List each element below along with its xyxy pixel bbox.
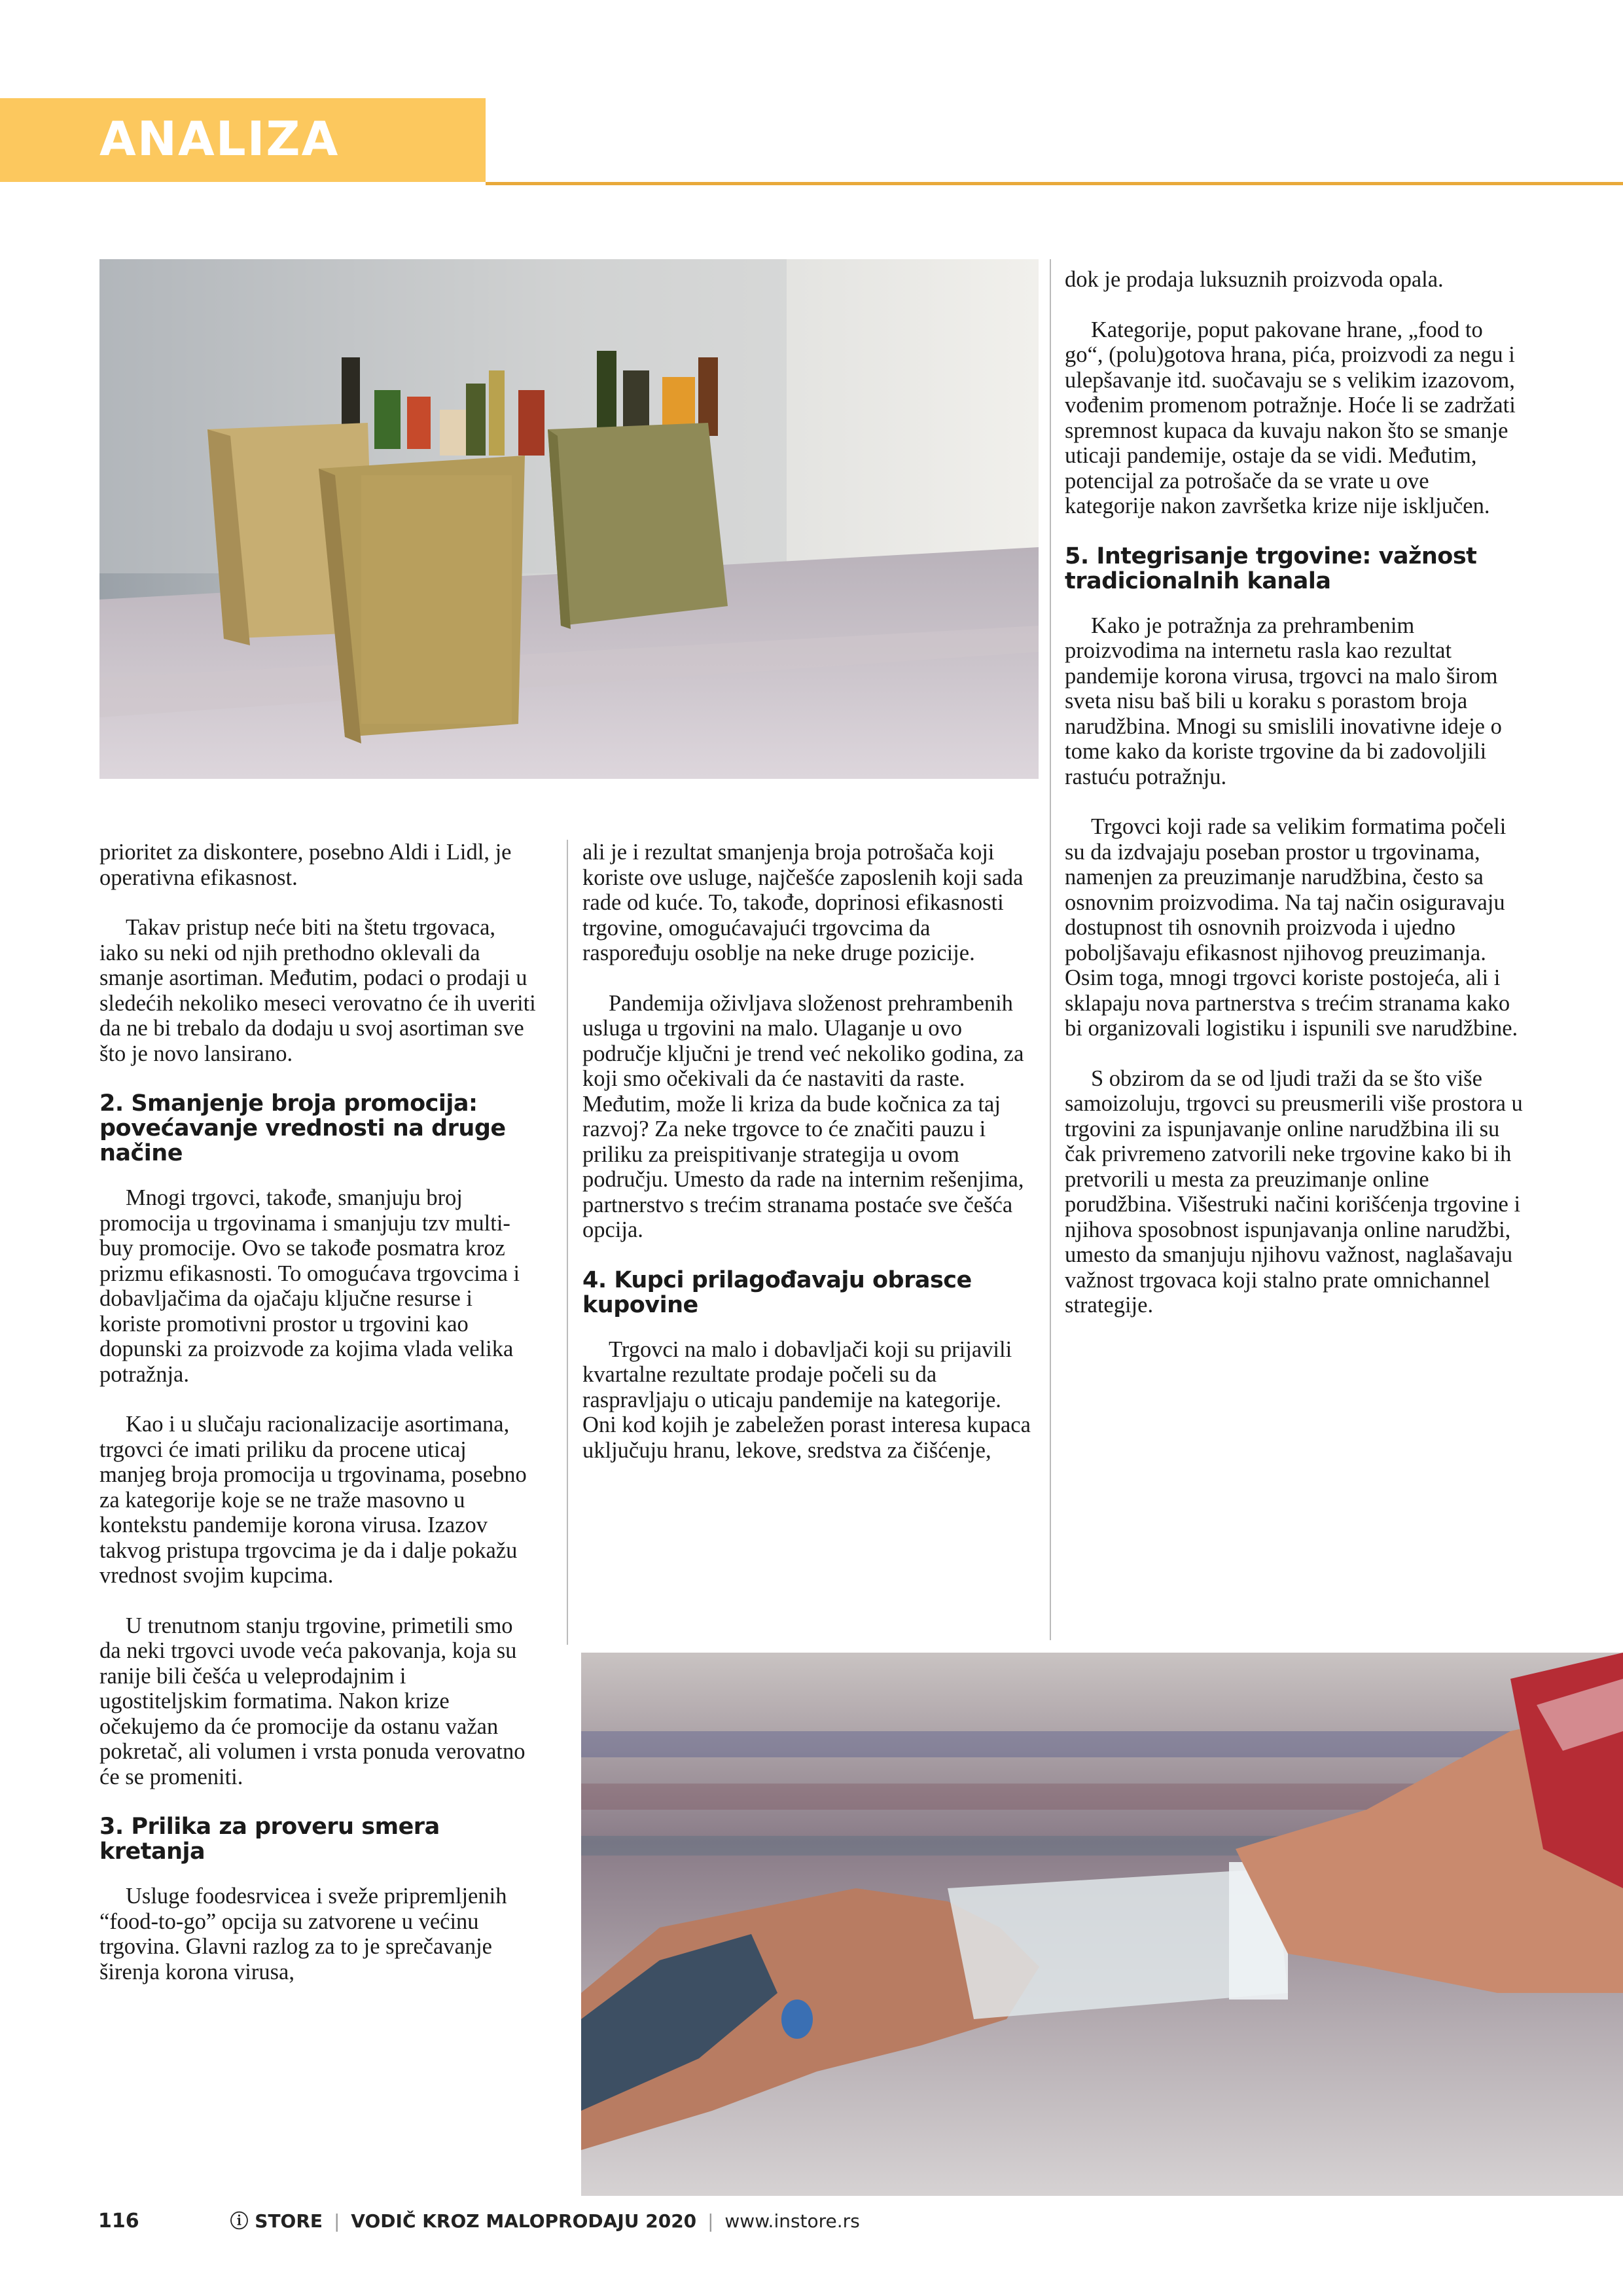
subheading: 2. Smanjenje broja promocija: povećavanje vrednosti na druge načine [99, 1090, 506, 1166]
paragraph: Takav pristup neće biti na štetu trgovaca, iako su neki od njih prethodno oklevali da smanje asortiman. Međutim, podaci o prodaji u sledećih nekoliko meseci verovatno će ih uveriti da ne bi trebalo da dodaju u svoj asortiman sve što je novo lansirano. [99, 915, 536, 1066]
publication-brand: ⓘ STORE [230, 2210, 323, 2232]
section-rule [486, 182, 1623, 185]
article-column-2 [582, 840, 1034, 1488]
paragraph: U trenutnom stanju trgovine, primetili smo da neki trgovci uvode veća pakovanja, koja su ranije bili češća u veleprodajnim i ugostiteljskim formatima. Nakon krize očekujemo da će promocije da ostanu važan pokretač, ali volumen i vrsta ponuda verovatno će se promeniti. [99, 1613, 526, 1789]
subheading: 5. Integrisanje trgovine: važnost tradicionalnih kanala [1065, 543, 1477, 594]
hands-bottle-photo [581, 1653, 1623, 2196]
page-footer [98, 2207, 860, 2233]
subheading: 4. Kupci prilagođavaju obrasce kupovine [582, 1266, 972, 1318]
column-divider [1050, 259, 1051, 1640]
publication-title: VODIČ KROZ MALOPRODAJU 2020 [351, 2210, 697, 2232]
section-tab [0, 98, 486, 182]
column-divider [567, 840, 568, 1645]
paragraph: ali je i rezultat smanjenja broja potrošača koji koriste ove usluge, najčešće zaposlenih koji sada rade od kuće. To, takođe, doprinosi efikasnosti trgovine, omogućavajući trgovcima da raspoređuju osoblje na neke druge pozicije. [582, 840, 1024, 965]
subheading: 3. Prilika za proveru smera kretanja [99, 1814, 440, 1865]
paragraph: S obzirom da se od ljudi traži da se što više samoizoluju, trgovci su preusmerili više prostora u trgovini za ispunjavanje online narudžbina ili su čak privremeno zatvorili neke trgovine kako bi ih pretvorili u mesta za preuzimanje online porudžbina. Višestruki načini korišćenja trgovine i njihova sposobnost ispunjavanja online narudžbi, umesto da smanjuju njihovu važnost, naglašavaju važnost trgovaca koji stalno prate omnichannel strategije. [1065, 1066, 1523, 1318]
footer-separator: | [333, 2210, 340, 2232]
paragraph: Mnogi trgovci, takođe, smanjuju broj promocija u trgovinama i smanjuju tzv multi-buy promocije. Ovo se takođe posmatra kroz prizmu efikasnosti. To omogućava trgovcima i dobavljačima da ojačaju ključne resurse i koriste promotivni prostor u trgovini kao dopunski za proizvode za kojima vlada velika potražnja. [99, 1185, 520, 1387]
grocery-bags-photo [99, 259, 1039, 779]
paragraph: Trgovci koji rade sa velikim formatima počeli su da izdvajaju poseban prostor u trgovinama, namenjen za preuzimanje narudžbina, često sa osnovnim proizvodima. Na taj način osiguravaju dostupnost tih osnovnih proizvoda i ujedno poboljšavaju efikasnost njihovog preuzimanja. Osim toga, mnogi trgovci koriste postojeća, ali i sklapaju nova partnerstva s trećim stranama kako bi organizovali logistiku i ispunili sve narudžbine. [1065, 814, 1518, 1041]
paragraph: Usluge foodesrvicea i sveže pripremljenih “food-to-go” opcija su zatvorene u većinu trgovina. Glavni razlog za to je sprečavanje širenja korona virusa, [99, 1884, 507, 1984]
website-link[interactable]: www.instore.rs [724, 2210, 860, 2232]
paragraph: Kategorije, poput pakovane hrane, „food to go“, (polu)gotova hrana, pića, proizvodi za negu i ulepšavanje itd. suočavaju se s velikim izazovom, vođenim promenom potražnje. Hoće li se zadržati spremnost kupaca da kuvaju nakon što se smanje uticaji pandemije, ostaje da se vidi. Međutim, potencijal za potrošače da se vrate u ove kategorije nakon završetka krize nije isključen. [1065, 317, 1516, 518]
paragraph: Kako je potražnja za prehrambenim proizvodima na internetu rasla kao rezultat pandemije korona virusa, trgovci na malo širom sveta nisu baš bili u koraku s porastom broja narudžbina. Mnogi su smislili inovativne ideje o tome kako da koriste trgovine da bi zadovoljili rastuću potražnju. [1065, 613, 1502, 789]
paragraph: Pandemija oživljava složenost prehrambenih usluga u trgovini na malo. Ulaganje u ovo područje ključni je trend već nekoliko godina, za koji smo očekivali da će nastaviti da raste. Međutim, može li kriza da bude kočnica za taj razvoj? Za neke trgovce to će značiti pauzu i priliku za preispitivanje strategija u ovom području. Umesto da rade na internim rešenjima, partnerstvo s trećim stranama postaće sve češća opcija. [582, 990, 1024, 1242]
paragraph: Kao i u slučaju racionalizacije asortimana, trgovci će imati priliku da procene uticaj manjeg broja promocija u trgovinama, posebno za kategorije koje se ne traže masovno u kontekstu pandemije korona virusa. Izazov takvog pristupa trgovcima je da i dalje pokažu vrednost svojim kupcima. [99, 1412, 527, 1588]
paragraph: dok je prodaja luksuznih proizvoda opala. [1065, 267, 1444, 292]
footer-separator: | [707, 2210, 714, 2232]
section-title: ANALIZA [99, 111, 340, 166]
paragraph: prioritet za diskontere, posebno Aldi i Lidl, je operativna efikasnost. [99, 840, 512, 890]
page-number: 116 [98, 2210, 139, 2233]
paragraph: Trgovci na malo i dobavljači koji su prijavili kvartalne rezultate prodaje počeli su da raspravljaju o uticaju pandemije na kategorije. Oni kod kojih je zabeležen porast interesa kupaca uključuju hranu, lekove, sredstva za čišćenje, [582, 1336, 1031, 1463]
article-column-1 [99, 840, 538, 2009]
article-column-3 [1065, 267, 1523, 1343]
